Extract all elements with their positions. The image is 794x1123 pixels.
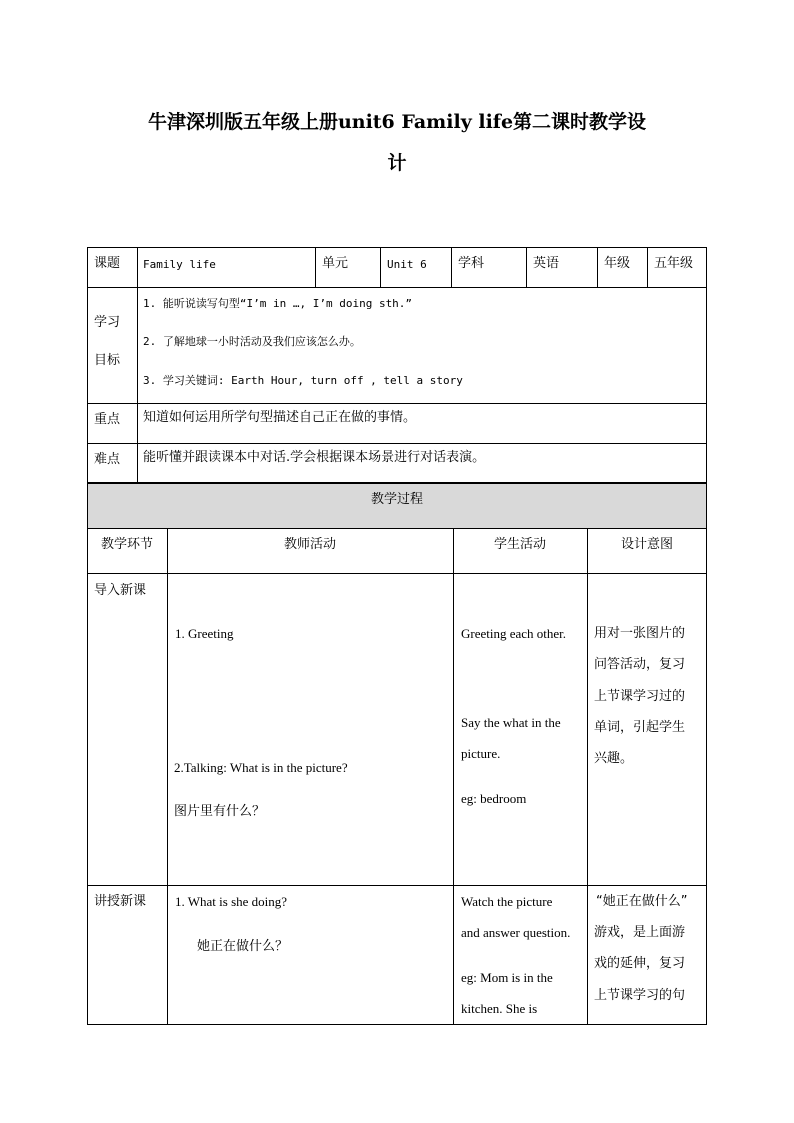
divider bbox=[587, 528, 588, 1025]
design-intent: 兴趣。 bbox=[594, 751, 634, 766]
divider bbox=[87, 403, 707, 404]
student-activity: kitchen. She is bbox=[461, 1001, 538, 1016]
student-activity: Greeting each other. bbox=[461, 626, 567, 641]
divider bbox=[137, 247, 138, 483]
design-intent: 问答活动，复习 bbox=[594, 657, 686, 672]
design-intent: 游戏，是上面游 bbox=[594, 925, 686, 940]
document-title: 牛津深圳版五年级上册unit6 Family life第二课时教学设 bbox=[147, 111, 647, 133]
key-point-text: 知道如何运用所学句型描述自己正在做的事情。 bbox=[143, 410, 417, 425]
column-header-stage: 教学环节 bbox=[100, 537, 153, 552]
column-header-teacher: 教师活动 bbox=[283, 537, 336, 552]
design-intent: 上节课学习的句 bbox=[594, 988, 686, 1003]
document-title-continued: 计 bbox=[387, 152, 407, 174]
column-header-student: 学生活动 bbox=[493, 537, 546, 552]
info-table bbox=[87, 247, 707, 483]
divider bbox=[87, 528, 707, 529]
column-header-intent: 设计意图 bbox=[620, 537, 673, 552]
student-activity: and answer question. bbox=[461, 925, 571, 940]
design-intent: “她正在做什么” bbox=[596, 894, 688, 909]
design-intent: 戏的延伸，复习 bbox=[594, 956, 686, 971]
stage-label: 讲授新课 bbox=[94, 894, 147, 909]
key-point-label: 重点 bbox=[94, 412, 121, 427]
divider bbox=[87, 443, 707, 444]
grade-value: 五年级 bbox=[654, 256, 694, 271]
grade-label: 年级 bbox=[604, 256, 631, 271]
divider bbox=[87, 287, 707, 288]
design-intent: 单词，引起学生 bbox=[594, 720, 686, 735]
teacher-activity-cn: 图片里有什么？ bbox=[174, 804, 266, 819]
student-activity: eg: Mom is in the bbox=[461, 970, 553, 985]
teacher-activity: 2.Talking: What is in the picture? bbox=[174, 760, 348, 775]
student-activity: picture. bbox=[461, 746, 501, 761]
divider bbox=[167, 528, 168, 1025]
process-header: 教学过程 bbox=[370, 492, 423, 507]
teacher-activity-cn: 她正在做什么？ bbox=[197, 939, 289, 954]
unit-label: 单元 bbox=[322, 256, 349, 271]
divider bbox=[315, 247, 316, 287]
divider bbox=[380, 247, 381, 287]
student-activity: eg: bedroom bbox=[461, 791, 527, 806]
objectives-label: 学习 bbox=[94, 315, 121, 330]
difficulty-label: 难点 bbox=[94, 452, 121, 467]
divider bbox=[597, 247, 598, 287]
difficulty-text: 能听懂并跟读课本中对话.学会根据课本场景进行对话表演。 bbox=[143, 450, 486, 465]
teacher-activity: 1. Greeting bbox=[175, 626, 234, 641]
topic-label: 课题 bbox=[94, 256, 121, 271]
student-activity: Say the what in the bbox=[461, 715, 561, 730]
objectives-label: 目标 bbox=[94, 353, 121, 368]
subject-label: 学科 bbox=[458, 256, 485, 271]
design-intent: 用对一张图片的 bbox=[594, 626, 686, 641]
objective-item: 1. 能听说读写句型“I’m in …, I’m doing sth.” bbox=[143, 297, 413, 310]
objective-item: 3. 学习关键词: Earth Hour, turn off , tell a story bbox=[143, 374, 463, 387]
stage-label: 导入新课 bbox=[94, 583, 147, 598]
divider bbox=[453, 528, 454, 1025]
divider bbox=[647, 247, 648, 287]
divider bbox=[87, 885, 707, 886]
divider bbox=[526, 247, 527, 287]
divider bbox=[451, 247, 452, 287]
subject-value: 英语 bbox=[533, 256, 560, 271]
design-intent: 上节课学习过的 bbox=[594, 689, 686, 704]
divider bbox=[87, 573, 707, 574]
teacher-activity: 1. What is she doing? bbox=[175, 894, 288, 909]
objective-item: 2. 了解地球一小时活动及我们应该怎么办。 bbox=[143, 335, 361, 348]
student-activity: Watch the picture bbox=[461, 894, 553, 909]
topic-value: Family life bbox=[143, 258, 216, 271]
unit-value: Unit 6 bbox=[387, 258, 427, 271]
